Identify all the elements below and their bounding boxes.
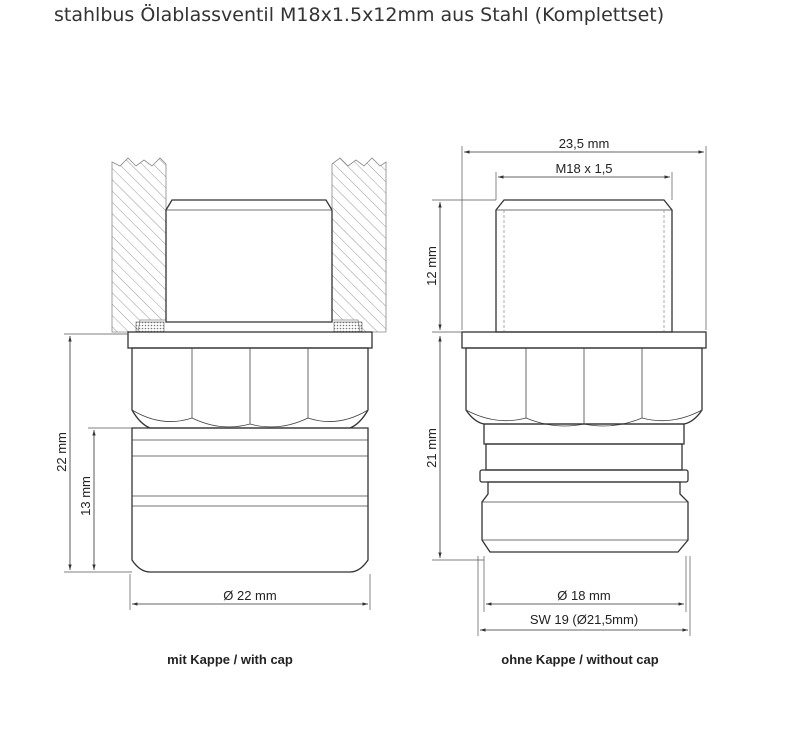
housing-wall-left — [112, 158, 166, 332]
thread-section-right — [496, 200, 672, 332]
left-view-with-cap — [54, 158, 386, 667]
housing-wall-right — [332, 158, 386, 332]
dim-height-cap: 13 mm — [78, 476, 93, 516]
seal-ring-right — [334, 322, 362, 332]
caption-with-cap: mit Kappe / with cap — [167, 652, 293, 667]
groove-ring — [480, 470, 688, 482]
dim-body-height: 21 mm — [424, 428, 439, 468]
seal-ring-left — [136, 322, 164, 332]
dim-thread: M18 x 1,5 — [555, 161, 613, 176]
dim-height-total-left: 22 mm — [54, 432, 69, 472]
caption-without-cap: ohne Kappe / without cap — [501, 652, 659, 667]
cap — [132, 428, 368, 572]
right-view-without-cap — [424, 136, 706, 667]
page-title: stahlbus Ölablassventil M18x1.5x12mm aus Stahl (Komplettset) — [54, 4, 665, 26]
dim-width-total: 23,5 mm — [558, 136, 610, 151]
flange-right — [462, 332, 706, 348]
dim-wrench-size: SW 19 (Ø21,5mm) — [529, 612, 639, 627]
valve-body — [484, 424, 684, 444]
flange — [128, 332, 372, 348]
dim-thread-length: 12 mm — [424, 246, 439, 286]
dim-diameter-right: Ø 18 mm — [557, 588, 611, 603]
dim-diameter-left: Ø 22 mm — [223, 588, 277, 603]
thread-section — [166, 200, 332, 322]
